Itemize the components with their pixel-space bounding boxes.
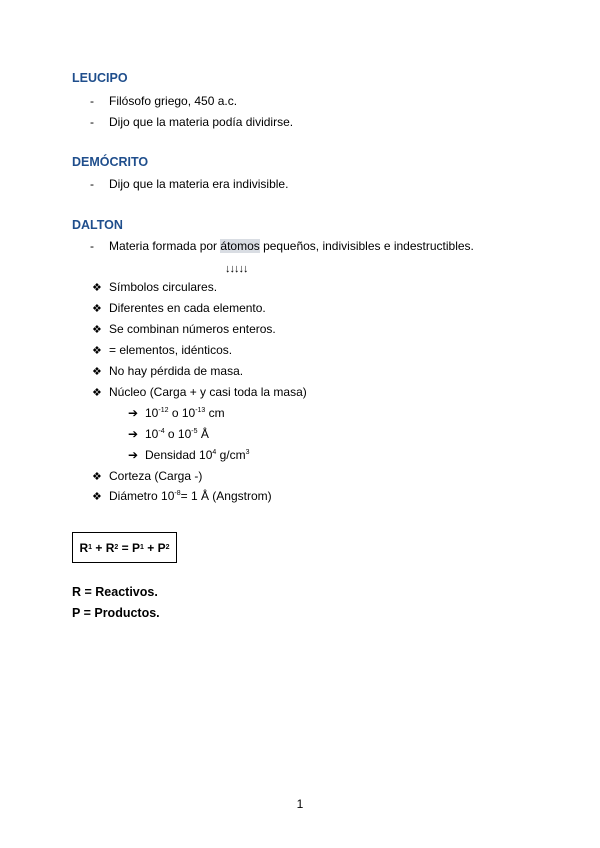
highlighted-word: átomos xyxy=(220,239,260,253)
list-item: ❖ No hay pérdida de masa. xyxy=(92,364,244,378)
definition-reactivos: R = Reactivos. xyxy=(72,585,158,599)
diamond-bullet-icon: ❖ xyxy=(92,282,102,294)
diamond-bullet-icon: ❖ xyxy=(92,303,102,315)
diamond-bullet-icon: ❖ xyxy=(92,387,102,399)
list-item: ➔ Densidad $10^4$ $g/cm^3$ xyxy=(128,448,250,462)
list-item: - Dijo que la materia era indivisible. xyxy=(90,177,289,191)
diamond-bullet-icon: ❖ xyxy=(92,491,102,503)
right-arrow-icon: ➔ xyxy=(128,427,139,441)
right-arrow-icon: ➔ xyxy=(128,448,139,462)
list-item: ❖ Se combinan números enteros. xyxy=(92,322,276,336)
list-item: ❖ Símbolos circulares. xyxy=(92,280,218,294)
list-item: ❖ Diámetro $10^{-8}= 1$ Å (Angstrom) xyxy=(92,489,272,503)
down-arrows-icon: ↓↓↓↓↓ xyxy=(225,263,248,275)
right-arrow-icon: ➔ xyxy=(128,406,139,420)
diamond-bullet-icon: ❖ xyxy=(92,324,102,336)
definition-productos: P = Productos. xyxy=(72,606,160,620)
formula-box: R 1 + R 2 = P 1 + P 2 xyxy=(72,532,177,563)
diamond-bullet-icon: ❖ xyxy=(92,345,102,357)
list-item: ➔ $10^{-12}$ o $10^{-13}$ cm xyxy=(128,406,225,420)
list-item: - Materia formada por átomos pequeños, indivisibles e indestructibles. xyxy=(90,239,474,253)
heading-democrito: DEMÓCRITO xyxy=(72,155,149,169)
list-item: ➔ $10^{-4}$ o $10^{-5}$ Å xyxy=(128,427,209,441)
list-item: - Dijo que la materia podía dividirse. xyxy=(90,115,294,129)
diamond-bullet-icon: ❖ xyxy=(92,366,102,378)
list-item: - Filósofo griego, 450 a.c. xyxy=(90,94,238,108)
list-item: ❖ Diferentes en cada elemento. xyxy=(92,301,266,315)
page-number: 1 xyxy=(296,797,304,811)
diamond-bullet-icon: ❖ xyxy=(92,471,102,483)
list-item: ❖ Núcleo (Carga + y casi toda la masa) xyxy=(92,385,307,399)
heading-leucipo: LEUCIPO xyxy=(72,71,128,85)
list-item: ❖ = elementos, idénticos. xyxy=(92,343,233,357)
list-item: ❖ Corteza (Carga -) xyxy=(92,469,203,483)
heading-dalton: DALTON xyxy=(72,218,123,232)
